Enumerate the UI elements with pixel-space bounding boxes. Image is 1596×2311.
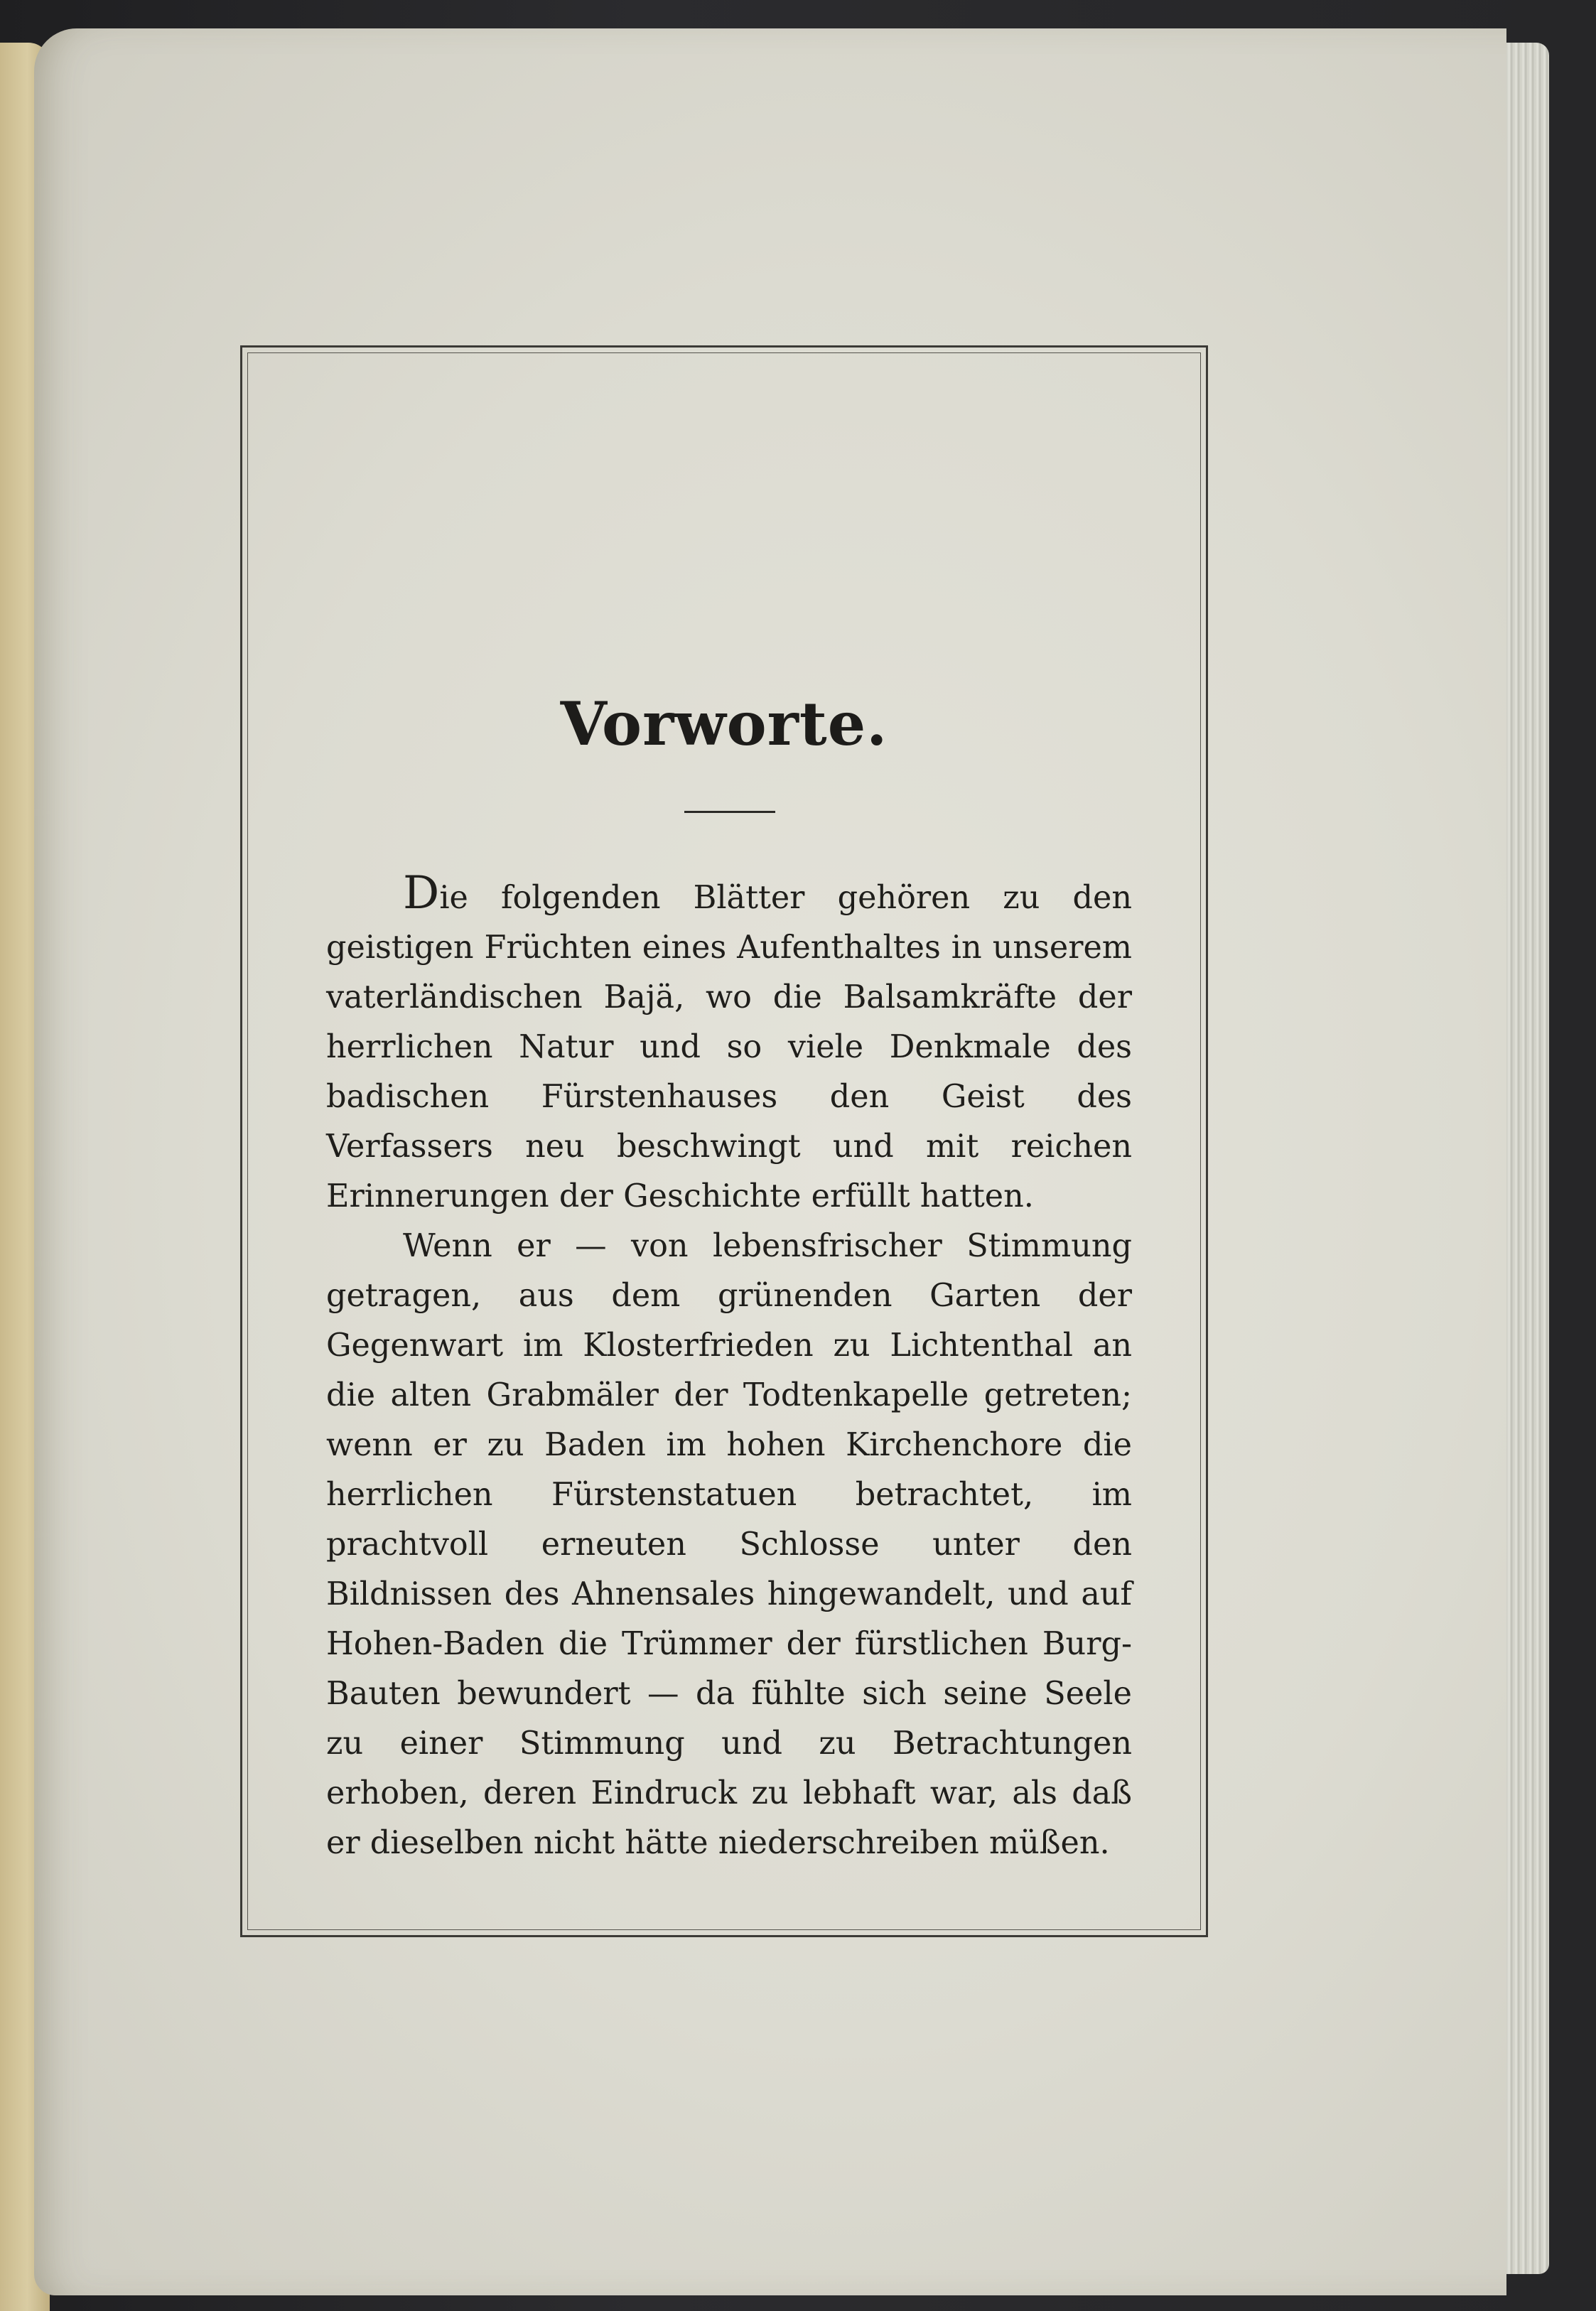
body-text [326, 867, 1132, 1868]
initial-letter: D [403, 867, 440, 920]
book-page [34, 28, 1506, 2295]
paragraph-2-text: Wenn er — von lebensfrischer Stimmung getragen, aus dem grünenden Garten der Gegenwart im Klosterfrieden zu Lichtenthal an die alten Grabmäler der Todtenkapelle getreten; wenn er zu Baden im hohen Kirchenchore die herrlichen Fürstenstatuen betrachtet, im prachtvoll erneuten Schlosse unter den Bildnissen des Ahnensales hingewandelt, und auf Hohen-Baden die Trümmer der fürstlichen Burg-Bauten bewundert — da fühlte sich seine Seele zu einer Stimmung und zu Betrachtungen erhoben, deren Eindruck zu lebhaft war, als daß er dieselben nicht hätte niederschreiben müßen. [326, 1228, 1132, 1861]
page-title: Vorworte. [560, 689, 888, 759]
paragraph-1-text: ie folgenden Blätter gehören zu den geistigen Früchten eines Aufenthaltes in unserem vaterländischen Bajä, wo die Balsamkräfte der herrlichen Natur und so viele Denkmale des badischen Fürstenhauses den Geist des Verfassers neu beschwingt und mit reichen Erinnerungen der Geschichte erfüllt hatten. [326, 880, 1132, 1214]
page-border-frame [240, 345, 1208, 1937]
title-divider [684, 811, 775, 813]
paragraph-1 [326, 867, 1132, 1222]
paragraph-2 [326, 1222, 1132, 1868]
